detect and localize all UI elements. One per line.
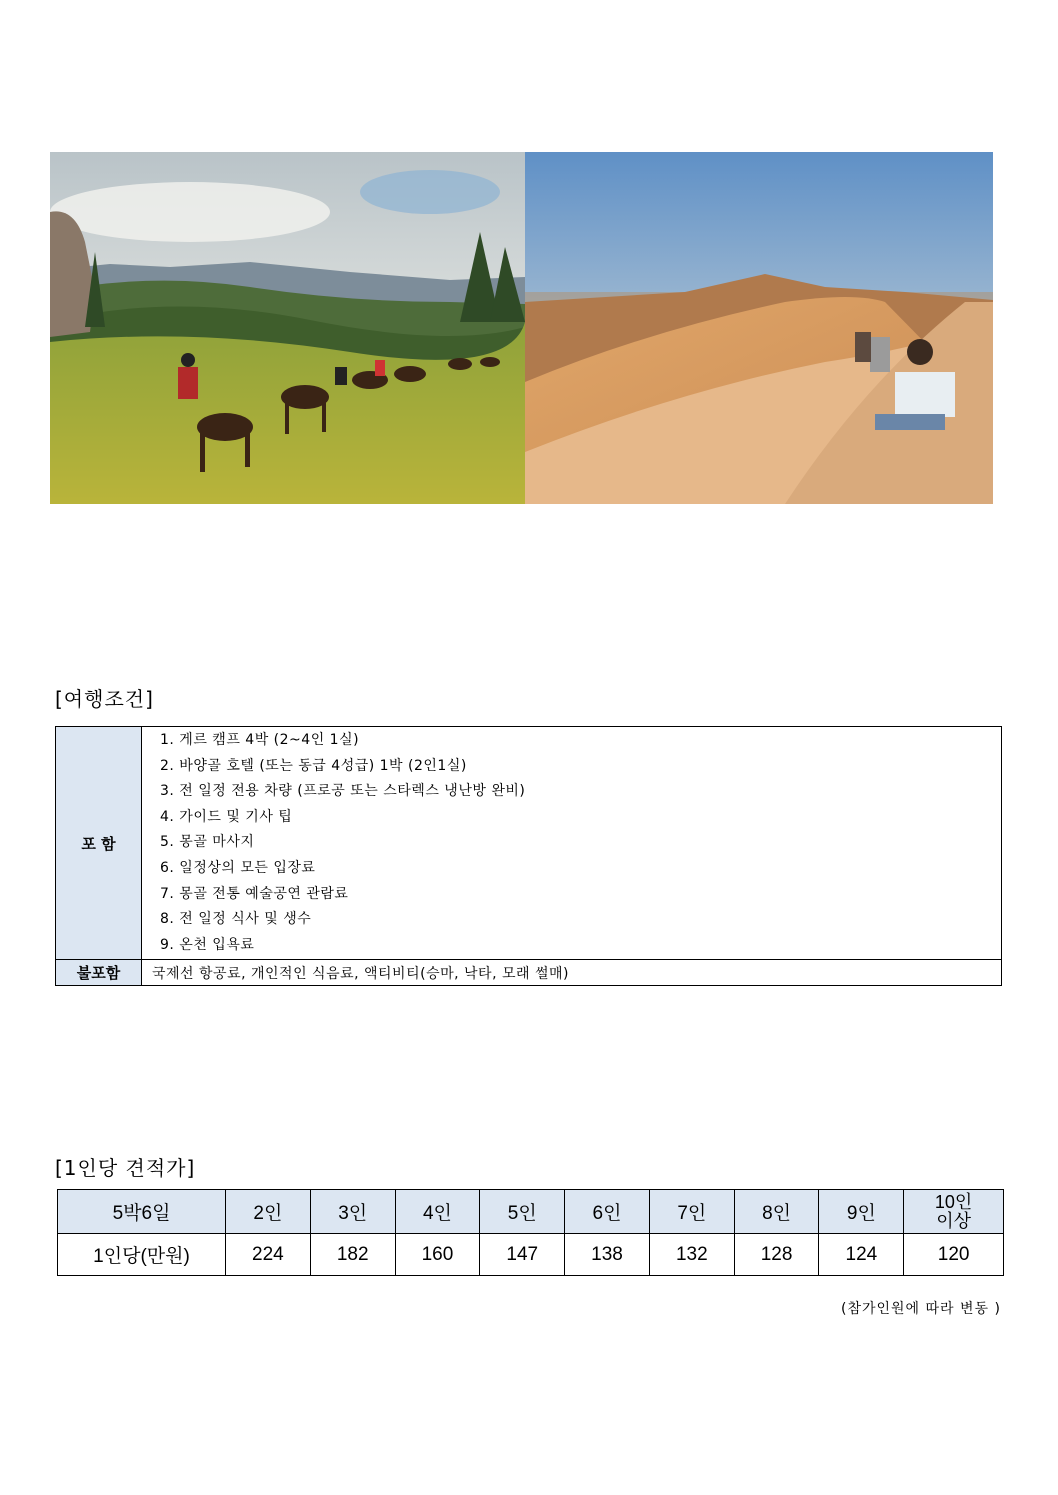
price-header-row [58,1190,1004,1234]
included-item: 2. 바양골 호텔 (또는 동급 4성급) 1박 (2인1실) [160,757,467,774]
price-row-label: 1인당(만원) [58,1234,226,1276]
sand-dune-sunset-photo [525,152,993,504]
price-value-cell: 224 [226,1234,311,1276]
price-header-cell-last [904,1190,1004,1234]
price-note: (참가인원에 따라 변동 ) [841,1301,1001,1317]
price-header-cell: 5박6일 [58,1190,226,1234]
price-header-cell: 4인 [395,1190,480,1234]
price-header-cell: 3인 [310,1190,395,1234]
price-value-cell: 132 [649,1234,734,1276]
included-item: 3. 전 일정 전용 차량 (프로공 또는 스타렉스 냉난방 완비) [160,783,526,800]
price-title: [1인당 견적가] [55,1156,196,1180]
price-value-cell: 120 [904,1234,1004,1276]
price-header-last-line1: 10인 [934,1191,973,1212]
price-header-cell: 7인 [649,1190,734,1234]
price-value-cell: 160 [395,1234,480,1276]
included-item: 5. 몽골 마사지 [160,834,255,851]
excluded-text: 국제선 항공료, 개인적인 식음료, 액티비티(승마, 낙타, 모래 썰매) [142,960,1002,986]
photo-strip [50,152,993,504]
price-header-last-line2: 이상 [936,1210,972,1231]
price-header-cell: 5인 [480,1190,565,1234]
included-items [142,727,1002,960]
price-value-cell: 138 [565,1234,650,1276]
price-header-cell: 9인 [819,1190,904,1234]
included-item: 4. 가이드 및 기사 팁 [160,808,293,825]
price-header-cell: 8인 [734,1190,819,1234]
excluded-label: 불포함 [56,960,142,986]
price-value-cell: 182 [310,1234,395,1276]
included-item: 6. 일정상의 모든 입장료 [160,859,316,876]
conditions-title: [여행조건] [55,687,154,711]
price-value-cell: 124 [819,1234,904,1276]
horseback-riding-steppe-photo [50,152,525,504]
conditions-table [55,726,1002,986]
price-header-cell: 6인 [565,1190,650,1234]
included-label: 포 함 [56,727,142,960]
price-header-cell: 2인 [226,1190,311,1234]
price-value-cell: 147 [480,1234,565,1276]
price-value-cell: 128 [734,1234,819,1276]
price-value-row [58,1234,1004,1276]
included-item: 1. 게르 캠프 4박 (2~4인 1실) [160,732,360,748]
included-item: 9. 온천 입욕료 [160,936,255,953]
included-item: 8. 전 일정 식사 및 생수 [160,911,312,928]
included-item: 7. 몽골 전통 예술공연 관람료 [160,885,349,902]
price-table [57,1189,1004,1276]
